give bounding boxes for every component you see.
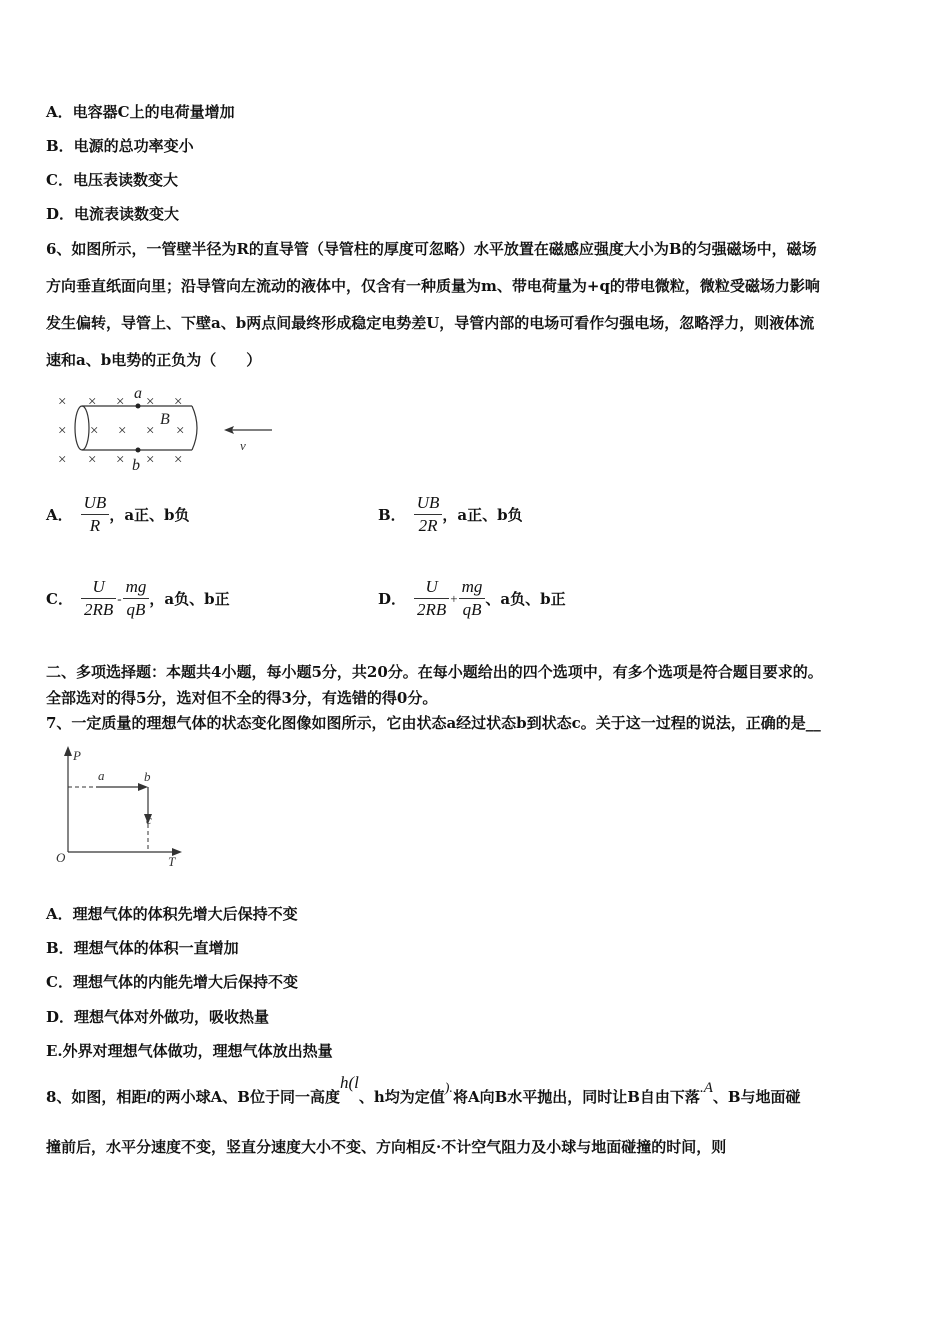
q7-option-e: E.外界对理想气体做功，理想气体放出热量 [46, 1042, 333, 1060]
minus-operator: - [117, 590, 122, 606]
numerator: mg [123, 576, 150, 599]
state-b-label: b [144, 769, 151, 784]
q6-stem-line-1: 6、如图所示，一管壁半径为R的直导管（导管柱的厚度可忽略）水平放置在磁感应强度大小为B的匀强磁场中，磁场 [46, 240, 817, 258]
q5-option-c: C．电压表读数变大 [46, 171, 178, 189]
section2-heading-line-1: 二、多项选择题：本题共4小题，每小题5分，共20分。在每小题给出的四个选项中，有多个选项是符合题目要求的。 [46, 663, 823, 681]
option-tail: ，a负、b正 [149, 590, 230, 608]
q7-stem: 7、一定质量的理想气体的状态变化图像如图所示，它由状态a经过状态b到状态c。关于这一过程的说法，正确的是__ [46, 714, 821, 732]
point-a-label: a [134, 385, 142, 402]
q7-option-a: A．理想气体的体积先增大后保持不变 [46, 905, 298, 923]
fraction [81, 492, 110, 537]
fraction [123, 576, 150, 621]
q5-option-a: A．电容器C上的电荷量增加 [46, 103, 235, 121]
denominator: R [89, 516, 101, 535]
q8-formula-h: h(l [339, 1073, 359, 1092]
point-b-label: b [132, 457, 140, 474]
cross-mark: × [90, 423, 99, 439]
numerator: U [81, 576, 116, 599]
option-tail: ，a正、b负 [442, 506, 523, 524]
q7-option-b: B．理想气体的体积一直增加 [46, 939, 239, 957]
origin-label: O [56, 850, 66, 865]
denominator: 2RB [83, 600, 114, 619]
q7-pt-graph [52, 744, 192, 870]
cross-mark: × [58, 394, 67, 410]
fraction [81, 576, 116, 621]
q8-stem-line-1 [46, 1073, 801, 1107]
q6-option-c [46, 576, 230, 621]
q8-formula-close: ). [444, 1081, 453, 1096]
option-tail: ，a正、b负 [109, 506, 190, 524]
cross-mark: × [58, 423, 67, 439]
cross-mark: × [88, 452, 97, 468]
q6-pipe-figure [52, 382, 282, 476]
fraction [459, 576, 486, 621]
q6-stem-line-2: 方向垂直纸面向里；沿导管向左流动的液体中，仅含有一种质量为m、带电荷量为+q的带电微粒，微粒受磁场力影响 [46, 277, 820, 295]
q7-option-d: D．理想气体对外做功，吸收热量 [46, 1008, 270, 1026]
q8-formula-a: .A [699, 1080, 713, 1096]
q6-option-d [378, 576, 566, 621]
cross-mark: × [58, 452, 67, 468]
cross-mark: × [174, 452, 183, 468]
denominator: qB [462, 600, 482, 619]
p-axis-label: P [73, 748, 81, 763]
q5-option-b: B．电源的总功率变小 [46, 137, 194, 155]
cross-mark: × [176, 423, 185, 439]
denominator: 2R [418, 516, 438, 535]
fraction [414, 576, 449, 621]
option-label: D． [378, 590, 407, 608]
velocity-label: v [240, 438, 246, 453]
q6-option-b [378, 492, 523, 537]
q8-text: 、h均为定值 [358, 1088, 445, 1106]
cross-mark: × [146, 452, 155, 468]
q8-var-l: l [146, 1090, 151, 1106]
plus-operator: + [450, 590, 458, 606]
q8-text: 8、如图，相距 [46, 1088, 147, 1106]
fraction [414, 492, 443, 537]
q6-stem-line-3: 发生偏转，导管上、下壁a、b两点间最终形成稳定电势差U，导管内部的电场可看作匀强电场，忽略浮力，则液体流 [46, 314, 815, 332]
q8-stem-line-2: 撞前后，水平分速度不变，竖直分速度大小不变、方向相反·不计空气阻力及小球与地面碰撞的时间，则 [46, 1138, 727, 1156]
cross-mark: × [88, 394, 97, 410]
state-a-label: a [98, 768, 105, 783]
q8-text: 将A向B水平抛出，同时让B自由下落 [452, 1088, 700, 1106]
cross-mark: × [116, 394, 125, 410]
numerator: UB [81, 492, 110, 515]
denominator: 2RB [417, 600, 447, 619]
q6-stem-line-4: 速和a、b电势的正负为（ ） [46, 351, 262, 369]
option-label: A． [46, 506, 73, 524]
field-b-label: B [160, 411, 170, 428]
state-c-label: c [146, 812, 152, 827]
cross-mark: × [118, 423, 127, 439]
section2-heading-line-2: 全部选对的得5分，选对但不全的得3分，有选错的得0分。 [46, 689, 438, 707]
option-label: B． [378, 506, 406, 524]
cross-mark: × [174, 394, 183, 410]
q7-option-c: C．理想气体的内能先增大后保持不变 [46, 973, 298, 991]
t-axis-label: T [168, 854, 176, 869]
option-label: C． [46, 590, 73, 608]
q6-option-a [46, 492, 190, 537]
cross-mark: × [146, 394, 155, 410]
q8-text: 的两小球A、B位于同一高度 [150, 1088, 340, 1106]
q5-option-d: D．电流表读数变大 [46, 205, 180, 223]
cross-mark: × [116, 452, 125, 468]
option-tail: 、a负、b正 [485, 590, 566, 608]
denominator: qB [126, 600, 146, 619]
cross-mark: × [146, 423, 155, 439]
numerator: U [414, 576, 449, 599]
numerator: UB [414, 492, 443, 515]
numerator: mg [459, 576, 486, 599]
q8-text: 、B与地面碰 [712, 1088, 801, 1106]
